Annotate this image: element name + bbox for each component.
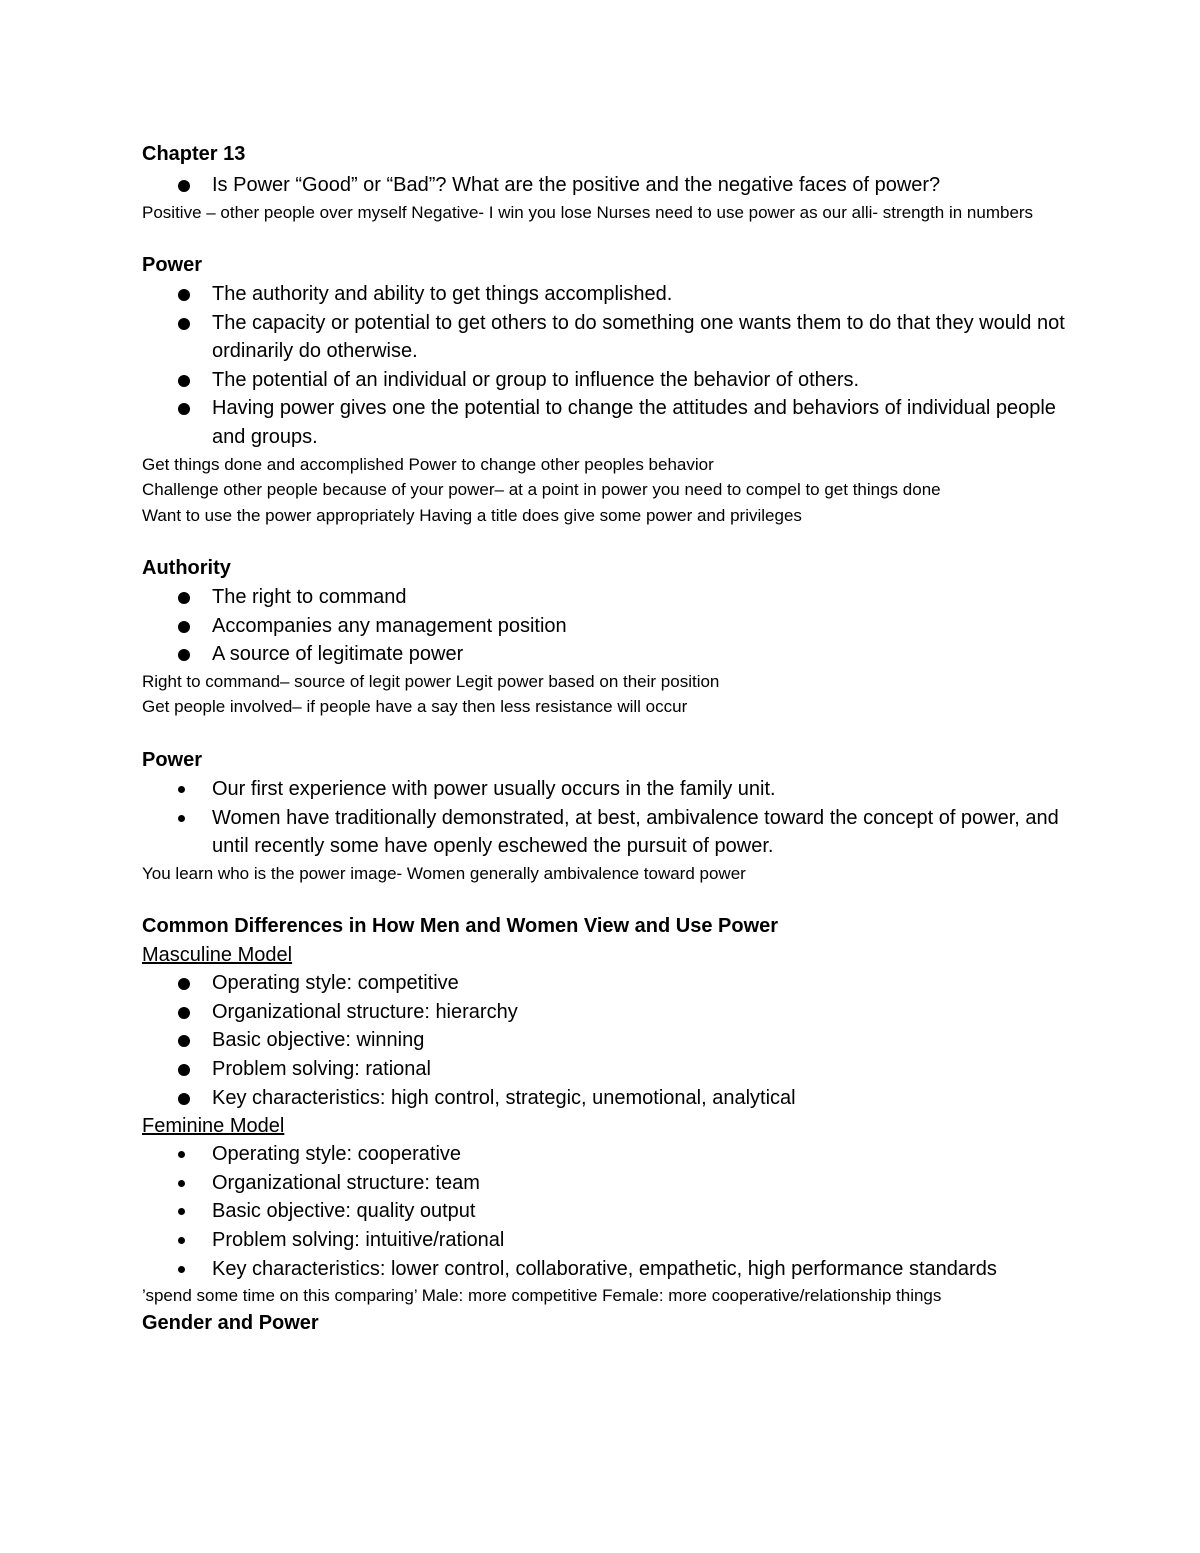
- list-item: Basic objective: quality output: [142, 1197, 1072, 1226]
- authority-bullets: [142, 583, 1072, 669]
- list-item: Key characteristics: high control, strategic, unemotional, analytical: [142, 1084, 1072, 1113]
- list-item: Basic objective: winning: [142, 1026, 1072, 1055]
- list-item: The authority and ability to get things accomplished.: [142, 280, 1072, 309]
- list-item: The right to command: [142, 583, 1072, 612]
- note-line: ’spend some time on this comparing’ Male: more competitive Female: more cooperative/relationship things: [142, 1286, 942, 1306]
- feminine-bullets: [142, 1140, 1072, 1283]
- list-item: Our first experience with power usually occurs in the family unit.: [142, 775, 1072, 804]
- bullet-icon: [178, 1007, 190, 1019]
- bullet-icon: [178, 786, 185, 793]
- bullet-icon: [178, 1237, 185, 1244]
- list-item: The potential of an individual or group to influence the behavior of others.: [142, 366, 1072, 395]
- note-line: Get people involved– if people have a say then less resistance will occur: [142, 697, 688, 717]
- document-page: [142, 140, 1072, 1338]
- bullet-icon: [178, 1064, 190, 1076]
- bullet-icon: [178, 289, 190, 301]
- list-item: Organizational structure: team: [142, 1169, 1072, 1198]
- bullet-icon: [178, 815, 185, 822]
- list-item: Operating style: cooperative: [142, 1140, 1072, 1169]
- list-item: Key characteristics: lower control, collaborative, empathetic, high performance standards: [142, 1255, 1072, 1284]
- bullet-icon: [178, 978, 190, 990]
- chapter-bullets: [142, 171, 1072, 200]
- section-title-differences: Common Differences in How Men and Women View and Use Power: [142, 915, 779, 938]
- power2-bullets: [142, 775, 1072, 861]
- bullet-icon: [178, 621, 190, 633]
- list-item: Operating style: competitive: [142, 969, 1072, 998]
- bullet-icon: [178, 1180, 185, 1187]
- bullet-icon: [178, 592, 190, 604]
- bullet-icon: [178, 1093, 190, 1105]
- note-line: Right to command– source of legit power Legit power based on their position: [142, 671, 720, 691]
- bullet-icon: [178, 1266, 185, 1273]
- bullet-icon: [178, 318, 190, 330]
- list-item: Women have traditionally demonstrated, at best, ambivalence toward the concept of power, and until recently some have openly eschewed the pursuit of power.: [142, 804, 1072, 861]
- note-line: You learn who is the power image- Women generally ambivalence toward power: [142, 863, 746, 883]
- list-item: A source of legitimate power: [142, 640, 1072, 669]
- bullet-icon: [178, 180, 190, 192]
- note-line: Want to use the power appropriately Having a title does give some power and privileges: [142, 505, 802, 525]
- chapter-title: Chapter 13: [142, 143, 246, 165]
- list-item: Problem solving: rational: [142, 1055, 1072, 1084]
- feminine-model-title: Feminine Model: [142, 1115, 285, 1138]
- list-item: Problem solving: intuitive/rational: [142, 1226, 1072, 1255]
- section-title-authority: Authority: [142, 557, 231, 580]
- list-item: Organizational structure: hierarchy: [142, 998, 1072, 1027]
- list-item: Accompanies any management position: [142, 612, 1072, 641]
- list-item: The capacity or potential to get others to do something one wants them to do that they would not ordinarily do otherwise.: [142, 309, 1072, 366]
- power-bullets: [142, 280, 1072, 452]
- note-line: Get things done and accomplished Power to change other peoples behavior: [142, 454, 714, 474]
- section-title-gender: Gender and Power: [142, 1311, 319, 1334]
- bullet-icon: [178, 375, 190, 387]
- list-item: Having power gives one the potential to change the attitudes and behaviors of individual people and groups.: [142, 394, 1072, 451]
- bullet-icon: [178, 1208, 185, 1215]
- section-title-power: Power: [142, 254, 203, 277]
- note-line: Challenge other people because of your power– at a point in power you need to compel to get things done: [142, 480, 941, 500]
- bullet-icon: [178, 1151, 185, 1158]
- masculine-model-title: Masculine Model: [142, 944, 293, 967]
- list-item: Is Power “Good” or “Bad”? What are the positive and the negative faces of power?: [142, 171, 1072, 200]
- bullet-icon: [178, 649, 190, 661]
- masculine-bullets: [142, 969, 1072, 1112]
- bullet-icon: [178, 403, 190, 415]
- note-line: Positive – other people over myself Negative- I win you lose Nurses need to use power as our alli- strength in numbers: [142, 202, 1034, 222]
- bullet-icon: [178, 1035, 190, 1047]
- section-title-power-2: Power: [142, 748, 203, 771]
